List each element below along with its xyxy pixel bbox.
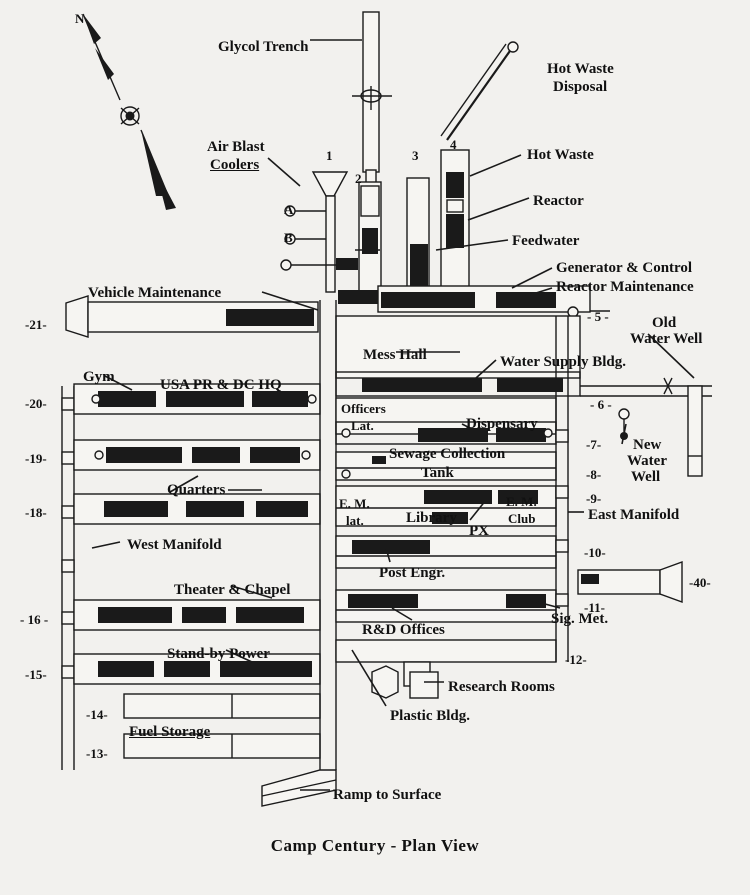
label-trench-2: 2 — [355, 171, 362, 186]
air-blast-cooler-funnel — [313, 172, 347, 292]
label-trench-13: -13- — [86, 746, 108, 761]
label-trench-14: -14- — [86, 707, 108, 722]
label-east-manifold: East Manifold — [588, 507, 680, 523]
label-px: PX — [469, 523, 489, 539]
label-hot-waste-disposal-line1: Hot Waste — [547, 61, 614, 77]
label-em-lat-line1: E. M. — [339, 496, 370, 511]
label-trench-8: -8- — [586, 467, 602, 482]
hot-waste-disposal-shape — [441, 42, 518, 140]
compass-rose — [83, 14, 176, 210]
label-reactor-maintenance: Reactor Maintenance — [556, 279, 694, 295]
label-theater-and-chapel: Theater & Chapel — [174, 582, 291, 598]
label-officers-lat-line1: Officers — [341, 401, 386, 416]
label-trench-1: 1 — [326, 148, 333, 163]
trench-16-row — [74, 600, 320, 630]
trench-14-row — [124, 694, 320, 718]
label-new-water-well-line1: New — [633, 437, 662, 453]
label-water-supply-bldg: Water Supply Bldg. — [500, 354, 627, 370]
label-trench-9: -9- — [586, 491, 602, 506]
label-trench-40: -40- — [689, 575, 711, 590]
label-hot-waste: Hot Waste — [527, 147, 594, 163]
label-trench-3: 3 — [412, 148, 419, 163]
label-sig-met: Sig. Met. — [551, 611, 609, 627]
label-trench-b: B — [284, 230, 293, 245]
label-old-water-well-line1: Old — [652, 315, 677, 331]
label-usa-pr-dc-hq: USA PR & DC HQ — [160, 377, 282, 393]
label-trench-19: -19- — [25, 451, 47, 466]
label-hot-waste-disposal-line2: Disposal — [553, 79, 608, 95]
west-manifold-spine — [62, 386, 74, 770]
label-trench-15: -15- — [25, 667, 47, 682]
label-west-manifold: West Manifold — [127, 537, 222, 553]
label-trench-10: -10- — [584, 545, 606, 560]
research-rooms-shapes — [372, 662, 438, 698]
label-trench-12: -12- — [565, 652, 587, 667]
label-em-lat-line2: lat. — [346, 513, 364, 528]
label-trench-11: -11- — [584, 600, 605, 615]
label-rd-offices: R&D Offices — [362, 622, 445, 638]
label-feedwater: Feedwater — [512, 233, 580, 249]
label-ramp-to-surface: Ramp to Surface — [333, 787, 442, 803]
label-sewage-collection-tank-line2: Tank — [421, 465, 454, 481]
label-trench-21: -21- — [25, 317, 47, 332]
trench-19-row — [74, 440, 320, 470]
rd-offices-trench — [336, 590, 556, 622]
label-mess-hall: Mess Hall — [363, 347, 427, 363]
label-vehicle-maintenance: Vehicle Maintenance — [88, 285, 222, 301]
label-trench-6: - 6 - — [590, 397, 612, 412]
compass-north-label: N — [75, 11, 85, 26]
ramp-to-surface-shape — [262, 770, 336, 806]
label-fuel-storage: Fuel Storage — [129, 724, 211, 740]
trench-3-structure — [407, 178, 429, 292]
label-trench-a: A — [284, 202, 294, 217]
label-trench-4: 4 — [450, 137, 457, 152]
label-trench-16: - 16 - — [20, 612, 49, 627]
label-old-water-well-line2: Water Well — [630, 331, 703, 347]
trench-21-vehicle-maintenance — [66, 296, 318, 337]
figure-title: Camp Century - Plan View — [270, 836, 480, 855]
label-reactor: Reactor — [533, 193, 584, 209]
label-research-rooms: Research Rooms — [448, 679, 555, 695]
label-em-club-line2: Club — [508, 511, 536, 526]
label-air-blast-coolers-line2: Coolers — [210, 157, 260, 173]
label-post-engr: Post Engr. — [379, 565, 446, 581]
label-glycol-trench: Glycol Trench — [218, 39, 309, 55]
label-trench-18: -18- — [25, 505, 47, 520]
trench-12-row — [336, 640, 556, 662]
label-sewage-collection-tank-line1: Sewage Collection — [389, 446, 506, 462]
reactor-structure — [441, 150, 469, 292]
label-plastic-bldg: Plastic Bldg. — [390, 708, 471, 724]
label-officers-lat-line2: Lat. — [351, 418, 374, 433]
label-quarters: Quarters — [167, 482, 226, 498]
label-trench-5: - 5 - — [587, 309, 609, 324]
label-library: Library — [406, 510, 457, 526]
trench-40-shape — [578, 562, 682, 602]
label-dispensary: Dispensary — [466, 416, 538, 432]
trench-2-structure — [359, 182, 381, 292]
label-new-water-well-line3: Well — [631, 469, 661, 485]
label-gym: Gym — [83, 369, 115, 385]
label-trench-20: -20- — [25, 396, 47, 411]
post-engr-trench — [336, 536, 556, 568]
label-trench-7: -7- — [586, 437, 602, 452]
label-new-water-well-line2: Water — [627, 453, 667, 469]
label-em-club-line1: E. M. — [506, 494, 537, 509]
label-air-blast-coolers-line1: Air Blast — [207, 139, 265, 155]
label-stand-by-power: Stand-by Power — [167, 646, 270, 662]
main-trench-spine — [320, 300, 336, 770]
label-generator-and-control: Generator & Control — [556, 260, 693, 276]
